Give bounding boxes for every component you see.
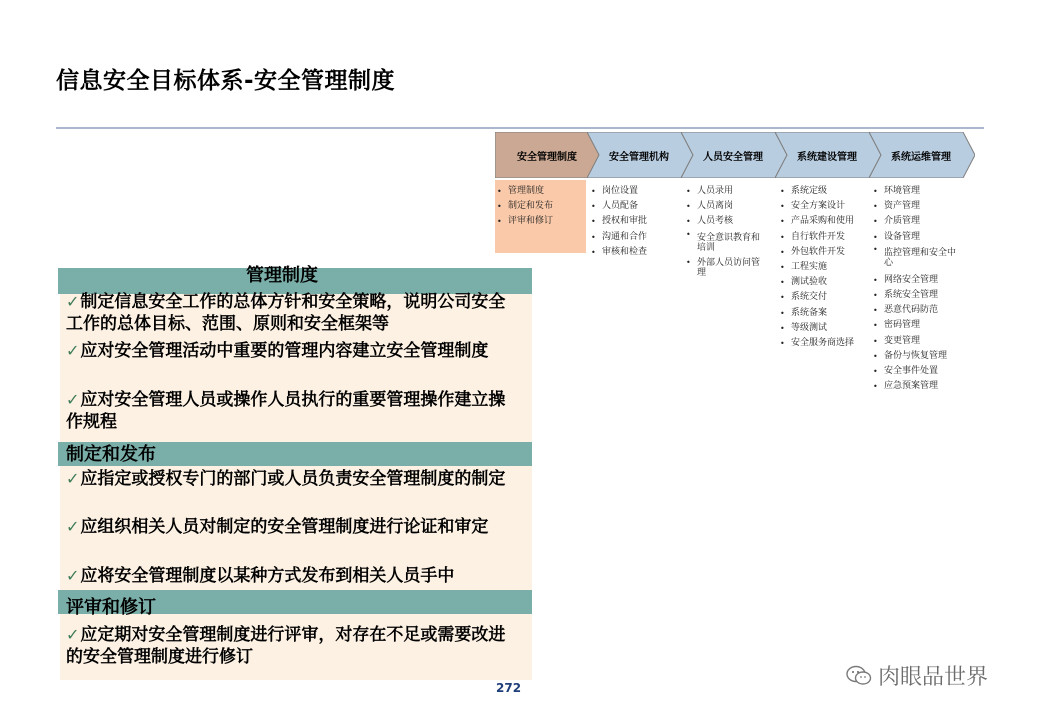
list-item: • 环境管理 [873, 184, 963, 199]
column-list [686, 184, 764, 283]
watermark [846, 660, 988, 691]
list-item: • 外部人员访问管理 [686, 258, 764, 283]
list-item: • 密码管理 [873, 318, 963, 333]
list-item: • 工程实施 [780, 260, 866, 275]
check-icon: ✓ [66, 625, 80, 644]
list-item: • 人员离岗 [686, 199, 764, 214]
section-heading: 管理制度 [246, 265, 318, 286]
list-item: • 安全服务商选择 [780, 336, 866, 351]
section-heading: 制定和发布 [66, 444, 156, 465]
list-item: • 制定和发布 [497, 199, 583, 214]
check-icon: ✓ [66, 292, 80, 311]
column-list [497, 184, 583, 230]
bullet-text: 应对安全管理活动中重要的管理内容建立安全管理制度 [80, 341, 489, 361]
list-item: • 介质管理 [873, 214, 963, 229]
bullet-item [66, 291, 522, 335]
list-item: • 系统备案 [780, 306, 866, 321]
check-icon: ✓ [66, 566, 80, 585]
bullet-text: 应将安全管理制度以某种方式发布到相关人员手中 [80, 566, 455, 586]
list-item: • 系统定级 [780, 184, 866, 199]
section-heading: 评审和修订 [66, 597, 156, 618]
bullet-item [66, 389, 522, 433]
list-item: • 沟通和合作 [591, 230, 675, 245]
list-item: • 人员考核 [686, 214, 764, 229]
bullet-item [66, 468, 522, 490]
list-item: • 授权和审批 [591, 214, 675, 229]
check-icon: ✓ [66, 341, 80, 360]
list-item: • 安全方案设计 [780, 199, 866, 214]
chevron-label: 安全管理制度 [517, 151, 577, 163]
list-item: • 备份与恢复管理 [873, 349, 963, 364]
list-item: • 安全意识教育和培训 [686, 230, 764, 258]
bullet-text: 应定期对安全管理制度进行评审，对存在不足或需要改进的安全管理制度进行修订 [66, 625, 506, 667]
list-item: • 资产管理 [873, 199, 963, 214]
chevron-label: 人员安全管理 [703, 151, 763, 163]
list-item: • 人员录用 [686, 184, 764, 199]
list-item: • 变更管理 [873, 334, 963, 349]
bullet-text: 制定信息安全工作的总体方针和安全策略，说明公司安全工作的总体目标、范围、原则和安全框架等 [66, 292, 506, 334]
page-number: 272 [496, 681, 522, 695]
chevron-step [775, 132, 881, 178]
chevron-label: 系统运维管理 [891, 151, 951, 163]
list-item: • 恶意代码防范 [873, 303, 963, 318]
list-item: • 外包软件开发 [780, 245, 866, 260]
list-item: • 产品采购和使用 [780, 214, 866, 229]
list-item: • 审核和检查 [591, 245, 675, 260]
list-item: • 等级测试 [780, 321, 866, 336]
bullet-text: 应组织相关人员对制定的安全管理制度进行论证和审定 [80, 517, 489, 537]
title-divider [56, 127, 984, 129]
list-item: • 人员配备 [591, 199, 675, 214]
list-item: • 管理制度 [497, 184, 583, 199]
process-chevron-bar [495, 132, 977, 178]
chevron-step [869, 132, 975, 178]
bullet-item [66, 565, 522, 587]
list-item: • 设备管理 [873, 230, 963, 245]
chevron-step [587, 132, 693, 178]
check-icon: ✓ [66, 390, 80, 409]
column-list [873, 184, 963, 394]
list-item: • 测试验收 [780, 275, 866, 290]
list-item: • 应急预案管理 [873, 379, 963, 394]
column-list [780, 184, 866, 351]
page-title: 信息安全目标体系-安全管理制度 [56, 68, 396, 94]
bullet-text: 应对安全管理人员或操作人员执行的重要管理操作建立操作规程 [66, 390, 506, 432]
list-item: • 监控管理和安全中心 [873, 245, 963, 273]
bullet-item [66, 516, 522, 538]
list-item: • 网络安全管理 [873, 273, 963, 288]
wechat-icon [846, 665, 872, 687]
check-icon: ✓ [66, 517, 80, 536]
list-item: • 评审和修订 [497, 214, 583, 229]
bullet-item [66, 624, 522, 668]
list-item: • 安全事件处置 [873, 364, 963, 379]
chevron-label: 系统建设管理 [797, 151, 857, 163]
column-list [591, 184, 675, 260]
chevron-step [495, 132, 601, 178]
list-item: • 自行软件开发 [780, 230, 866, 245]
chevron-label: 安全管理机构 [609, 151, 669, 163]
chevron-step [681, 132, 787, 178]
list-item: • 系统交付 [780, 290, 866, 305]
list-item: • 岗位设置 [591, 184, 675, 199]
bullet-item [66, 340, 522, 362]
list-item: • 系统安全管理 [873, 288, 963, 303]
watermark-text: 肉眼品世界 [878, 665, 989, 690]
bullet-text: 应指定或授权专门的部门或人员负责安全管理制度的制定 [80, 469, 506, 489]
check-icon: ✓ [66, 469, 80, 488]
